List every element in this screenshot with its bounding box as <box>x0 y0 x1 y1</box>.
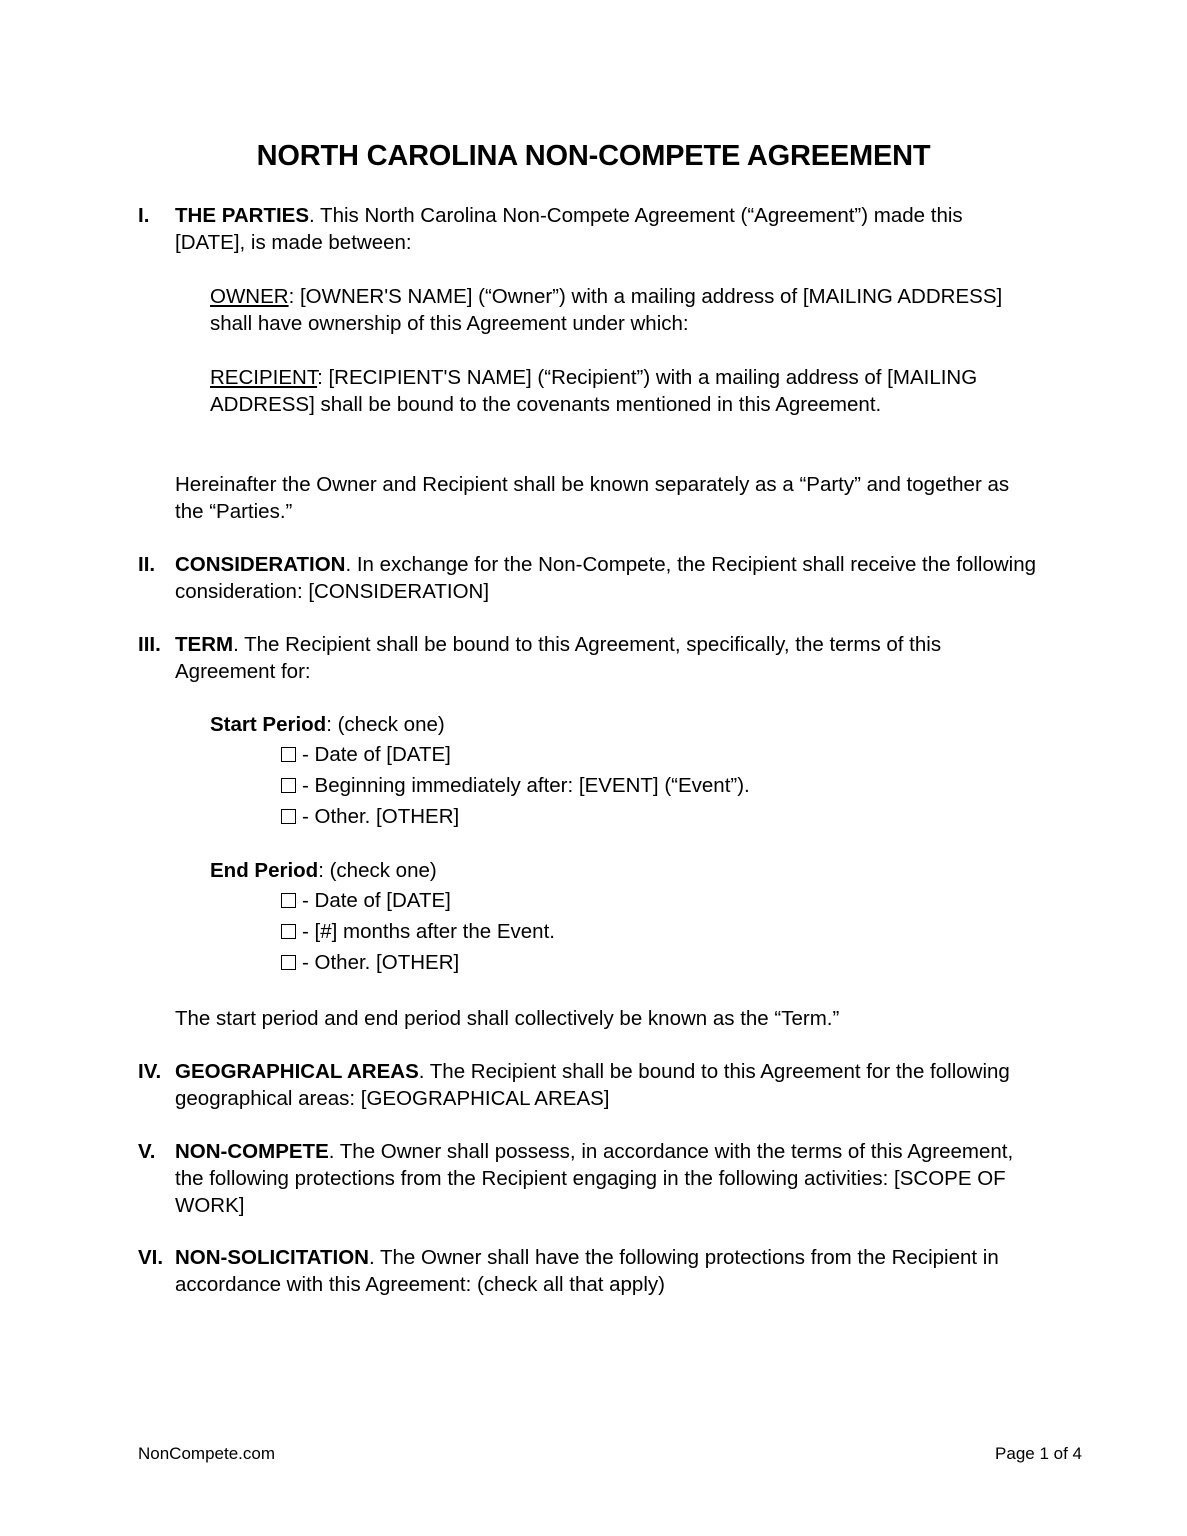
section-heading: GEOGRAPHICAL AREAS <box>175 1060 419 1083</box>
footer-site: NonCompete.com <box>138 1444 276 1463</box>
checkbox-icon[interactable] <box>281 778 296 793</box>
section-number: I. <box>138 204 150 227</box>
section-heading: TERM <box>175 633 234 656</box>
checkbox-icon[interactable] <box>281 893 296 908</box>
section-text: . This North Carolina Non-Compete Agreement (“Agreement”) made this [DATE], is made between: <box>175 204 963 254</box>
end-option-months[interactable]: - [#] months after the Event. <box>281 918 555 945</box>
recipient-paragraph <box>210 364 1000 418</box>
section-non-solicitation <box>138 1244 1038 1298</box>
recipient-label: RECIPIENT <box>210 366 318 389</box>
hereinafter-paragraph: Hereinafter the Owner and Recipient shall be known separately as a “Party” and together as the “Parties.” <box>175 473 1010 523</box>
end-option-date[interactable]: - Date of [DATE] <box>281 887 451 914</box>
end-option-other[interactable]: - Other. [OTHER] <box>281 949 459 976</box>
start-period-label: Start Period: (check one) <box>210 713 445 736</box>
section-term <box>138 631 1038 685</box>
checkbox-icon[interactable] <box>281 924 296 939</box>
section-heading: NON-COMPETE <box>175 1140 329 1163</box>
start-option-event[interactable]: - Beginning immediately after: [EVENT] (“Event”). <box>281 772 750 799</box>
owner-label: OWNER <box>210 285 289 308</box>
section-number: V. <box>138 1140 156 1163</box>
section-text: . The Owner shall have the following protections from the Recipient in accordance with this Agreement: (check all that apply) <box>175 1246 999 1296</box>
section-non-compete <box>138 1138 1038 1219</box>
section-number: VI. <box>138 1246 164 1269</box>
section-geographical-areas <box>138 1058 1038 1112</box>
term-closing: The start period and end period shall collectively be known as the “Term.” <box>175 1007 840 1030</box>
section-consideration <box>138 551 1038 605</box>
section-heading: CONSIDERATION <box>175 553 346 576</box>
start-option-date[interactable]: - Date of [DATE] <box>281 741 451 768</box>
checkbox-icon[interactable] <box>281 809 296 824</box>
section-text: . The Recipient shall be bound to this Agreement for the following geographical areas: [GEOGRAPHICAL AREAS] <box>175 1060 1010 1110</box>
section-text: . In exchange for the Non-Compete, the Recipient shall receive the following consideration: [CONSIDERATION] <box>175 553 1037 603</box>
section-text: . The Owner shall possess, in accordance with the terms of this Agreement, the following protections from the Recipient engaging in the following activities: [SCOPE OF WORK] <box>175 1140 1014 1217</box>
section-number: III. <box>138 633 161 656</box>
section-heading: NON-SOLICITATION <box>175 1246 369 1269</box>
section-text: . The Recipient shall be bound to this Agreement, specifically, the terms of this Agreement for: <box>175 633 942 683</box>
document-title: NORTH CAROLINA NON-COMPETE AGREEMENT <box>256 140 931 172</box>
section-parties <box>138 202 1038 256</box>
end-period-label: End Period: (check one) <box>210 859 437 882</box>
section-number: II. <box>138 553 156 576</box>
checkbox-icon[interactable] <box>281 747 296 762</box>
section-number: IV. <box>138 1060 162 1083</box>
recipient-text: : [RECIPIENT'S NAME] (“Recipient”) with a mailing address of [MAILING ADDRESS] shall be bound to the covenants mentioned in this Agreement. <box>210 366 978 416</box>
owner-paragraph <box>210 283 1010 337</box>
checkbox-icon[interactable] <box>281 955 296 970</box>
section-heading: THE PARTIES <box>175 204 310 227</box>
footer-page-number: Page 1 of 4 <box>995 1444 1082 1463</box>
start-option-other[interactable]: - Other. [OTHER] <box>281 803 459 830</box>
owner-text: : [OWNER'S NAME] (“Owner”) with a mailing address of [MAILING ADDRESS] shall have ownership of this Agreement under which: <box>210 285 1003 335</box>
